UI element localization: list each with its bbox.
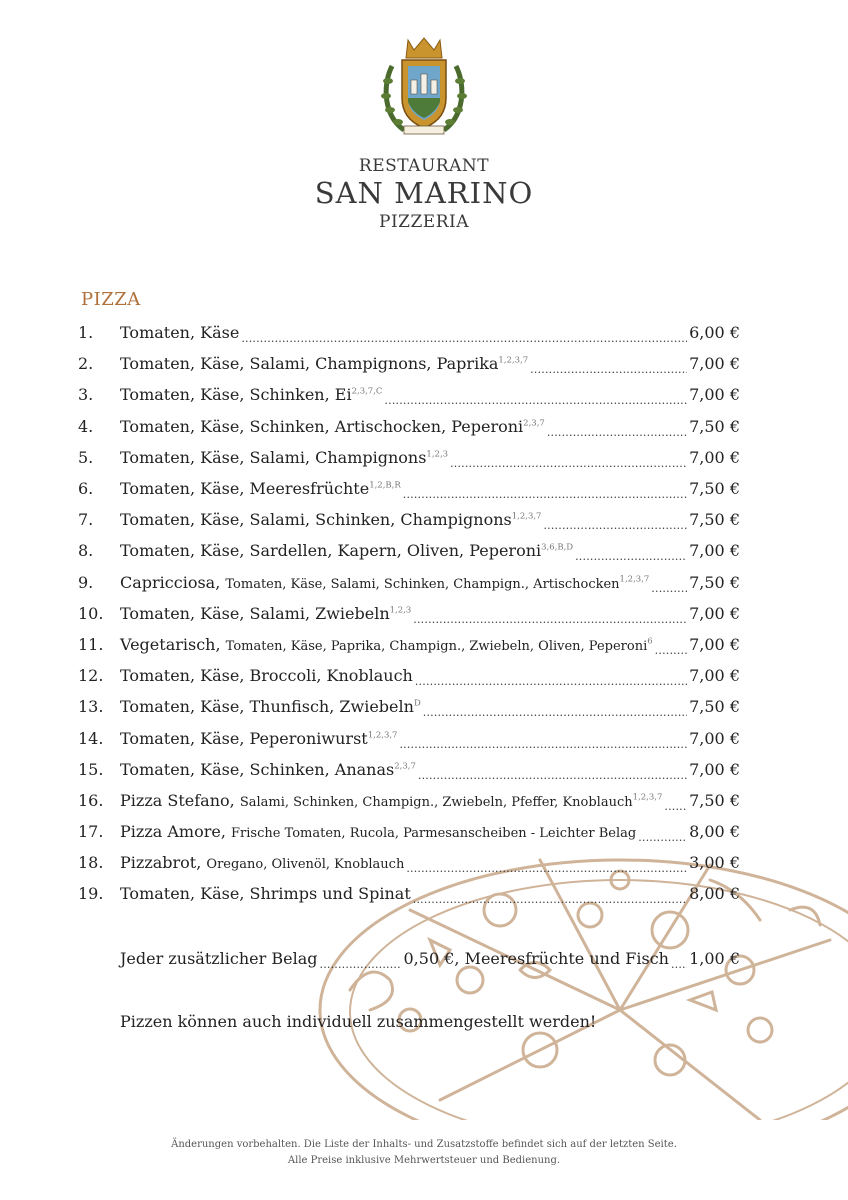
leader-dots bbox=[575, 545, 687, 564]
item-description bbox=[120, 385, 382, 404]
item-price: 7,00 € bbox=[689, 354, 740, 374]
allergen-codes: 1,2,3,7 bbox=[511, 511, 542, 522]
item-ingredients: Salami, Schinken, Champign., Zwiebeln, Pfeffer, Knoblauch bbox=[239, 794, 633, 810]
item-description bbox=[120, 884, 411, 903]
item-number: 7. bbox=[78, 510, 94, 530]
leader-dots bbox=[638, 826, 687, 845]
item-number: 15. bbox=[78, 759, 104, 779]
allergen-codes: 2,3,7 bbox=[394, 761, 416, 772]
menu-item bbox=[78, 660, 740, 691]
item-description bbox=[120, 697, 421, 716]
allergen-codes: 1,2,3,7 bbox=[498, 355, 529, 366]
allergen-codes: 2,3,7 bbox=[523, 418, 545, 429]
item-name: Tomaten, Käse, Shrimps und Spinat bbox=[120, 884, 411, 904]
item-name: Tomaten, Käse, Peperoniwurst bbox=[120, 728, 368, 748]
leader-dots bbox=[403, 483, 687, 502]
item-name: Tomaten, Käse, Salami, Champignons bbox=[120, 447, 427, 467]
menu-item bbox=[78, 504, 740, 535]
item-price: 7,50 € bbox=[689, 790, 740, 810]
item-ingredients: Tomaten, Käse, Salami, Schinken, Champign., Artischocken bbox=[225, 576, 620, 592]
item-price: 7,00 € bbox=[689, 666, 740, 686]
leader-dots bbox=[655, 639, 687, 658]
item-price: 7,00 € bbox=[689, 759, 740, 779]
allergen-codes: 2,3,7,C bbox=[351, 387, 383, 398]
item-name: Tomaten, Käse, Broccoli, Knoblauch bbox=[120, 666, 413, 686]
item-number: 2. bbox=[78, 354, 94, 374]
menu-item bbox=[78, 785, 740, 816]
item-ingredients: Frische Tomaten, Rucola, Parmesanscheiben - Leichter Belag bbox=[231, 826, 637, 842]
item-number: 17. bbox=[78, 822, 104, 842]
item-name: Vegetarisch, bbox=[120, 634, 221, 654]
item-price: 7,00 € bbox=[689, 728, 740, 748]
leader-dots bbox=[413, 608, 687, 627]
allergen-codes: 1,2,3 bbox=[389, 605, 412, 616]
extra-label: Jeder zusätzlicher Belag bbox=[120, 948, 318, 968]
item-description bbox=[120, 323, 239, 342]
menu-item bbox=[78, 722, 740, 753]
header-pizzeria: PIZZERIA bbox=[379, 212, 469, 232]
menu-item bbox=[78, 629, 740, 660]
item-price: 7,50 € bbox=[689, 416, 740, 436]
extra-price-1: 0,50 €, Meeresfrüchte und Fisch bbox=[403, 948, 669, 968]
item-description bbox=[120, 479, 401, 498]
item-name: Pizza Amore, bbox=[120, 822, 226, 842]
leader-dots bbox=[384, 389, 687, 408]
item-name: Capricciosa, bbox=[120, 572, 221, 592]
leader-dots bbox=[651, 577, 687, 596]
item-name: Tomaten, Käse, Thunfisch, Zwiebeln bbox=[120, 697, 414, 717]
menu-item bbox=[78, 411, 740, 442]
leader-dots bbox=[671, 953, 687, 972]
item-number: 12. bbox=[78, 666, 104, 686]
item-price: 8,00 € bbox=[689, 822, 740, 842]
item-name: Pizzabrot, bbox=[120, 853, 202, 873]
allergen-codes: 1,2,3 bbox=[426, 449, 449, 460]
leader-dots bbox=[413, 888, 687, 907]
item-number: 8. bbox=[78, 541, 94, 561]
footer-line-1: Änderungen vorbehalten. Die Liste der Inhalts- und Zusatzstoffe befindet sich auf der letzten Seite. bbox=[171, 1139, 677, 1150]
allergen-codes: 1,2,3,7 bbox=[619, 574, 650, 585]
item-name: Tomaten, Käse, Salami, Champignons, Paprika bbox=[120, 354, 499, 374]
item-price: 3,00 € bbox=[689, 853, 740, 873]
item-number: 16. bbox=[78, 790, 104, 810]
item-description bbox=[120, 510, 541, 529]
leader-dots bbox=[450, 452, 687, 471]
item-number: 13. bbox=[78, 697, 104, 717]
leader-dots bbox=[406, 857, 687, 876]
leader-dots bbox=[530, 358, 687, 377]
item-name: Tomaten, Käse, Schinken, Artischocken, Peperoni bbox=[120, 416, 524, 436]
leader-dots bbox=[320, 953, 402, 972]
item-description bbox=[120, 448, 448, 467]
item-description bbox=[120, 604, 411, 623]
item-number: 9. bbox=[78, 572, 94, 592]
pizza-menu-list bbox=[78, 317, 740, 910]
item-number: 14. bbox=[78, 728, 104, 748]
item-number: 4. bbox=[78, 416, 94, 436]
item-price: 7,00 € bbox=[689, 634, 740, 654]
allergen-codes: 3,6,B,D bbox=[541, 543, 574, 554]
item-name: Tomaten, Käse, Schinken, Ananas bbox=[120, 759, 395, 779]
leader-dots bbox=[543, 514, 687, 533]
item-price: 8,00 € bbox=[689, 884, 740, 904]
item-description bbox=[120, 729, 397, 748]
item-number: 18. bbox=[78, 853, 104, 873]
item-name: Tomaten, Käse, Schinken, Ei bbox=[120, 385, 352, 405]
menu-item bbox=[78, 816, 740, 847]
menu-item bbox=[78, 473, 740, 504]
menu-item bbox=[78, 379, 740, 410]
item-price: 7,00 € bbox=[689, 447, 740, 467]
leader-dots bbox=[241, 327, 687, 346]
menu-item bbox=[78, 878, 740, 909]
leader-dots bbox=[418, 764, 687, 783]
footer-line-2: Alle Preise inklusive Mehrwertsteuer und Bedienung. bbox=[287, 1155, 561, 1166]
leader-dots bbox=[399, 733, 687, 752]
allergen-codes: 1,2,3,7 bbox=[632, 792, 663, 803]
allergen-codes: 1,2,B,R bbox=[369, 480, 401, 491]
menu-item bbox=[78, 567, 740, 598]
item-price: 7,50 € bbox=[689, 510, 740, 530]
item-description bbox=[120, 541, 573, 560]
allergen-codes: 1,2,3,7 bbox=[367, 730, 398, 741]
item-name: Tomaten, Käse, Sardellen, Kapern, Oliven, Peperoni bbox=[120, 541, 542, 561]
leader-dots bbox=[547, 421, 687, 440]
item-description bbox=[120, 822, 636, 841]
item-number: 6. bbox=[78, 479, 94, 499]
item-description bbox=[120, 354, 528, 373]
menu-item bbox=[78, 847, 740, 878]
item-number: 19. bbox=[78, 884, 104, 904]
item-description bbox=[120, 635, 653, 654]
menu-item bbox=[78, 691, 740, 722]
menu-item bbox=[78, 348, 740, 379]
item-price: 7,50 € bbox=[689, 697, 740, 717]
extra-topping-row bbox=[120, 944, 740, 972]
extra-price-2: 1,00 € bbox=[689, 948, 740, 968]
item-price: 7,50 € bbox=[689, 479, 740, 499]
menu-item bbox=[78, 535, 740, 566]
header-restaurant: RESTAURANT bbox=[358, 156, 490, 176]
item-number: 11. bbox=[78, 634, 104, 654]
custom-pizza-note: Pizzen können auch individuell zusammengestellt werden! bbox=[120, 1012, 597, 1031]
item-number: 1. bbox=[78, 323, 94, 343]
item-price: 7,00 € bbox=[689, 603, 740, 623]
item-price: 7,00 € bbox=[689, 541, 740, 561]
item-description bbox=[120, 760, 416, 779]
menu-item bbox=[78, 317, 740, 348]
item-name: Tomaten, Käse bbox=[120, 323, 240, 343]
item-price: 7,50 € bbox=[689, 572, 740, 592]
leader-dots bbox=[423, 701, 687, 720]
item-ingredients: Oregano, Olivenöl, Knoblauch bbox=[206, 857, 405, 873]
item-number: 10. bbox=[78, 603, 104, 623]
item-number: 5. bbox=[78, 447, 94, 467]
item-name: Tomaten, Käse, Meeresfrüchte bbox=[120, 479, 370, 499]
leader-dots bbox=[415, 670, 687, 689]
menu-item bbox=[78, 598, 740, 629]
item-description bbox=[120, 573, 649, 592]
allergen-codes: 6 bbox=[647, 636, 653, 647]
item-name: Tomaten, Käse, Salami, Zwiebeln bbox=[120, 603, 390, 623]
section-title: PIZZA bbox=[81, 289, 141, 310]
item-description bbox=[120, 853, 404, 872]
allergen-codes: D bbox=[413, 699, 421, 710]
menu-item bbox=[78, 442, 740, 473]
item-description bbox=[120, 666, 413, 685]
item-ingredients: Tomaten, Käse, Paprika, Champign., Zwiebeln, Oliven, Peperoni bbox=[225, 638, 648, 654]
menu-item bbox=[78, 754, 740, 785]
item-description bbox=[120, 791, 662, 810]
leader-dots bbox=[664, 795, 687, 814]
item-description bbox=[120, 417, 545, 436]
item-name: Pizza Stefano, bbox=[120, 790, 235, 810]
san-marino-crest-logo bbox=[378, 36, 470, 140]
item-price: 7,00 € bbox=[689, 385, 740, 405]
restaurant-name: SAN MARINO bbox=[314, 176, 534, 210]
item-price: 6,00 € bbox=[689, 323, 740, 343]
item-number: 3. bbox=[78, 385, 94, 405]
item-name: Tomaten, Käse, Salami, Schinken, Champignons bbox=[120, 510, 512, 530]
